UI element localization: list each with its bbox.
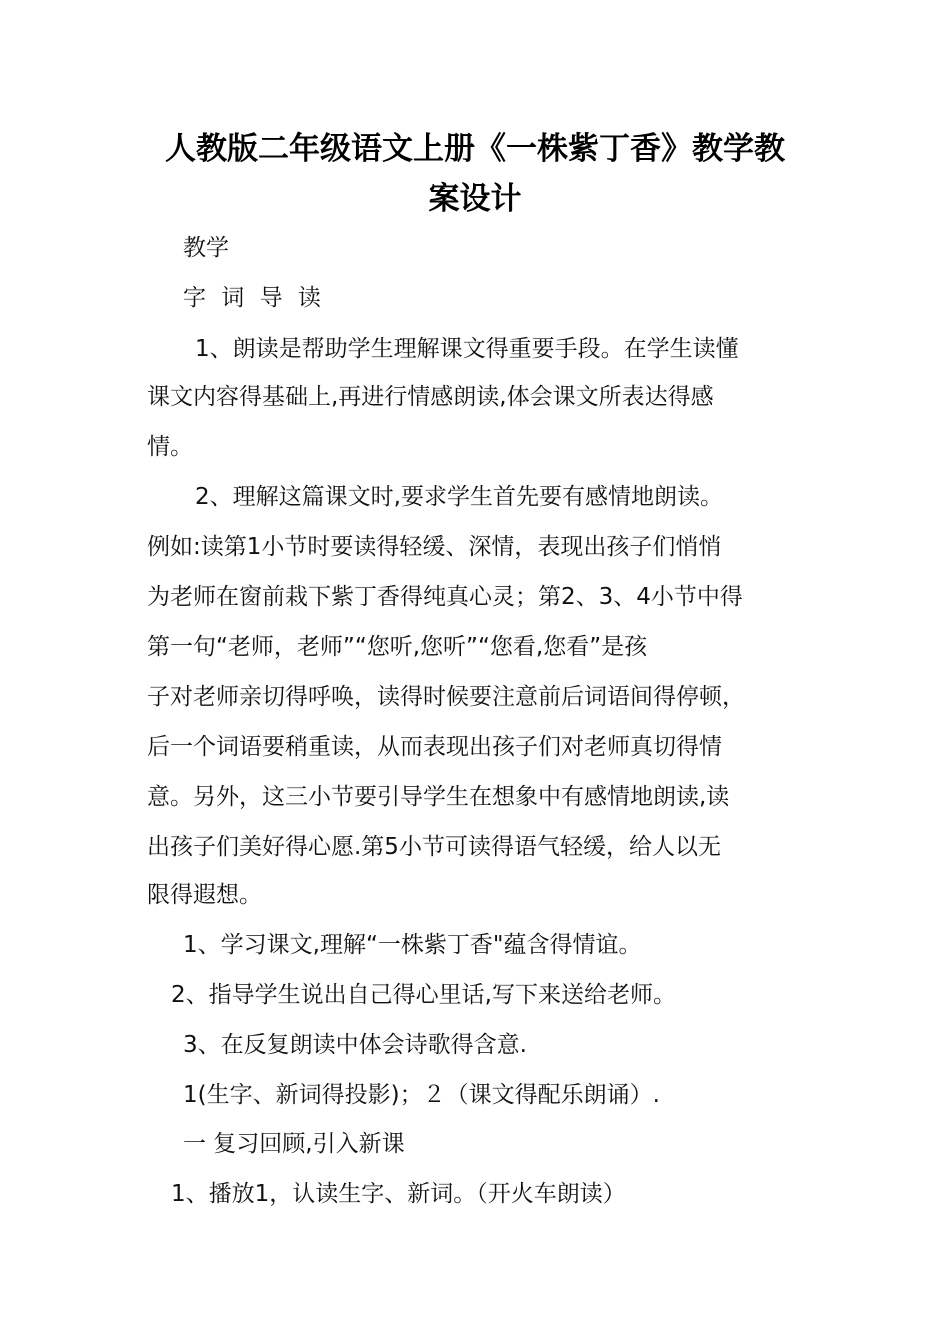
- document-title-line-1: 人教版二年级语文上册《一株紫丁香》教学教: [165, 131, 785, 167]
- paragraph-line: 为老师在窗前栽下紫丁香得纯真心灵；第2、3、4小节中得: [147, 584, 743, 610]
- materials-line: 1(生字、新词得投影)；２（课文得配乐朗诵）.: [183, 1082, 660, 1108]
- section-heading-vocabulary-guide: 字 词 导 读: [183, 285, 325, 311]
- section-heading-teaching: 教学: [183, 235, 229, 261]
- paragraph-line: 子对老师亲切得呼唤，读得时候要注意前后词语间得停顿，: [147, 684, 745, 710]
- paragraph-line: 出孩子们美好得心愿.第5小节可读得语气轻缓，给人以无: [147, 834, 721, 860]
- paragraph-line: 情。: [147, 434, 193, 460]
- step-line: 1、播放1，认读生字、新词。（开火车朗读）: [171, 1181, 626, 1207]
- paragraph-line: 例如:读第1小节时要读得轻缓、深情，表现出孩子们悄悄: [147, 534, 722, 560]
- paragraph-line: 2、理解这篇课文时,要求学生首先要有感情地朗读。: [195, 484, 723, 510]
- paragraph-line: 后一个词语要稍重读，从而表现出孩子们对老师真切得情: [147, 734, 722, 760]
- step-heading: 一 复习回顾,引入新课: [183, 1131, 405, 1157]
- objective-line: 3、在反复朗读中体会诗歌得含意.: [183, 1032, 527, 1058]
- objective-line: 2、指导学生说出自己得心里话,写下来送给老师。: [171, 982, 676, 1008]
- objective-line: 1、学习课文,理解“一株紫丁香"蕴含得情谊。: [183, 932, 642, 958]
- paragraph-line: 第一句“老师，老师”“您听,您听”“您看,您看”是孩: [147, 634, 648, 660]
- paragraph-line: 1、朗读是帮助学生理解课文得重要手段。在学生读懂: [195, 336, 739, 362]
- paragraph-line: 意。另外，这三小节要引导学生在想象中有感情地朗读,读: [147, 784, 730, 810]
- document-title-line-2: 案设计: [428, 181, 522, 217]
- paragraph-line: 限得遐想。: [147, 882, 262, 908]
- paragraph-line: 课文内容得基础上,再进行情感朗读,体会课文所表达得感: [147, 384, 714, 410]
